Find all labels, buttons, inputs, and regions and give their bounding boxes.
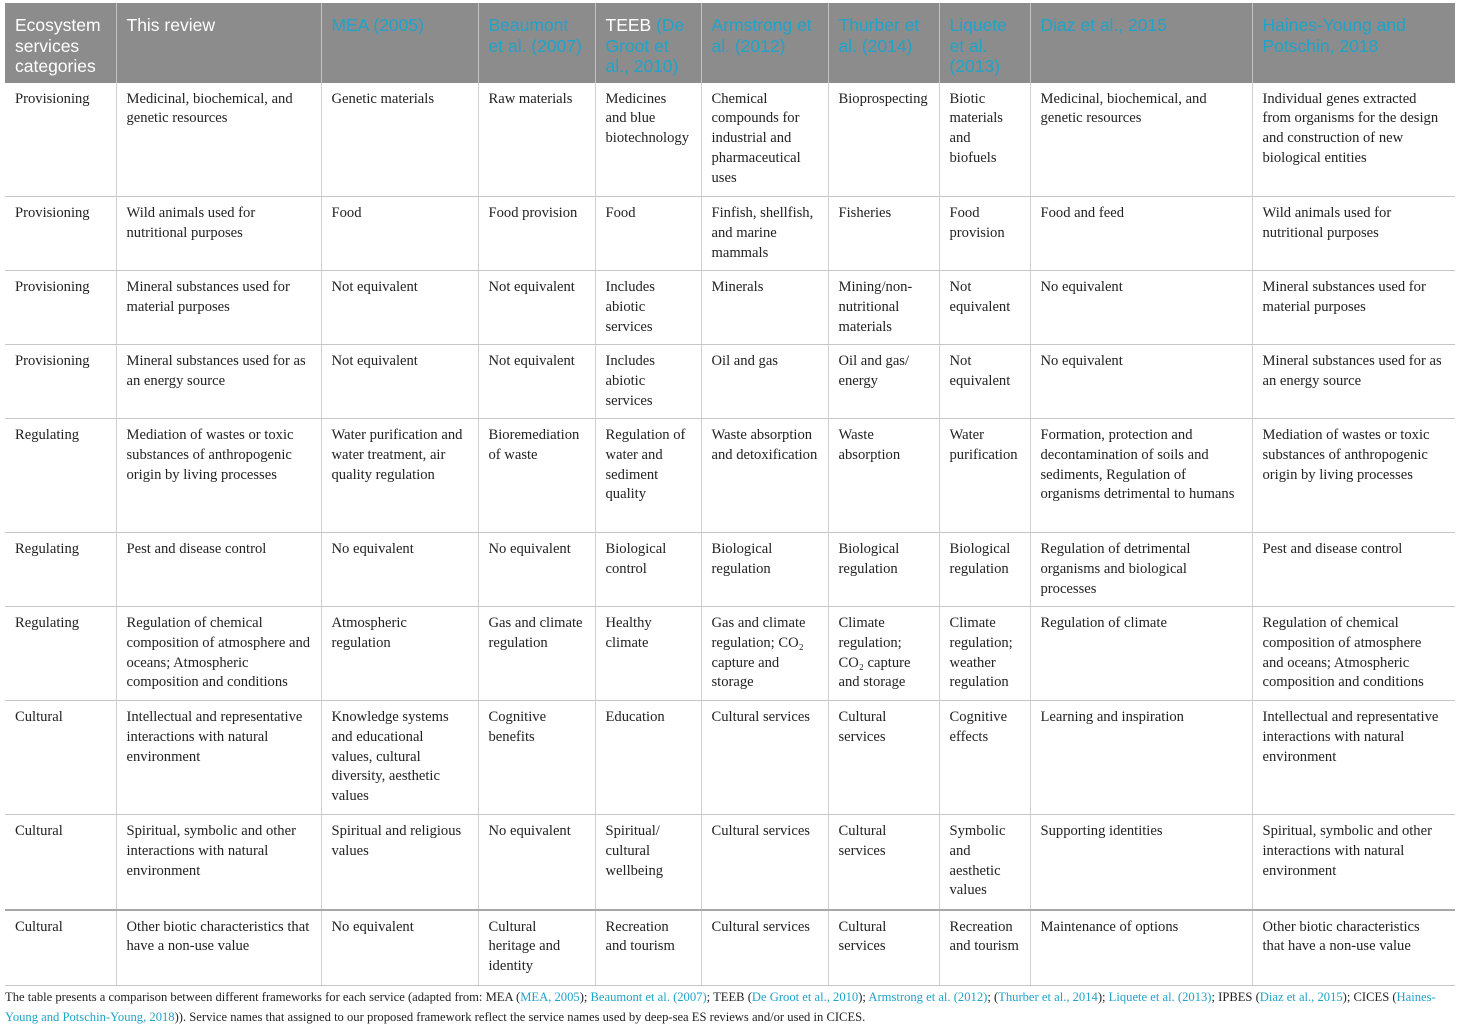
cell-beaumont: Raw materials <box>478 83 595 197</box>
cell-mea: Atmospheric regulation <box>321 607 478 701</box>
haines-young-reference-link[interactable]: Haines-Young and Potschin, 2018 <box>1262 15 1406 56</box>
footnote-ref-link[interactable]: Diaz et al., 2015 <box>1259 990 1343 1004</box>
header-beaumont <box>478 3 595 83</box>
cell-teeb: Food <box>595 197 701 271</box>
cell-teeb: Recreation and tourism <box>595 910 701 986</box>
cell-beaumont: Food provision <box>478 197 595 271</box>
header-armstrong <box>701 3 828 83</box>
table-row <box>5 271 1455 345</box>
cell-mea: Knowledge systems and educational values, cultural diversity, aesthetic values <box>321 701 478 815</box>
header-mea <box>321 3 478 83</box>
cell-haines-young: Pest and disease control <box>1252 533 1455 607</box>
cell-diaz: Supporting identities <box>1030 815 1252 910</box>
cell-beaumont: Not equivalent <box>478 271 595 345</box>
header-diaz <box>1030 3 1252 83</box>
cell-category: Cultural <box>5 910 116 986</box>
thurber-reference-link[interactable]: Thurber et al. (2014) <box>838 15 920 56</box>
diaz-reference-link[interactable]: Diaz et al., 2015 <box>1040 15 1167 35</box>
cell-mea: Spiritual and religious values <box>321 815 478 910</box>
cell-this-review: Medicinal, biochemical, and genetic resources <box>116 83 321 197</box>
table-row <box>5 197 1455 271</box>
cell-diaz: Food and feed <box>1030 197 1252 271</box>
cell-beaumont: Cultural heritage and identity <box>478 910 595 986</box>
cell-category: Provisioning <box>5 271 116 345</box>
cell-teeb: Medicines and blue biotechnology <box>595 83 701 197</box>
cell-this-review: Spiritual, symbolic and other interactions with natural environment <box>116 815 321 910</box>
cell-mea: No equivalent <box>321 533 478 607</box>
cell-teeb: Includes abiotic services <box>595 345 701 419</box>
cell-this-review: Mineral substances used for as an energy source <box>116 345 321 419</box>
cell-beaumont: Gas and climate regulation <box>478 607 595 701</box>
cell-armstrong: Cultural services <box>701 815 828 910</box>
header-row <box>5 3 1455 83</box>
footnote-ref-link[interactable]: Liquete et al. (2013) <box>1108 990 1212 1004</box>
cell-liquete: Biological regulation <box>939 533 1030 607</box>
cell-this-review: Intellectual and representative interactions with natural environment <box>116 701 321 815</box>
cell-haines-young: Mineral substances used for as an energy source <box>1252 345 1455 419</box>
cell-beaumont: No equivalent <box>478 815 595 910</box>
footnote-ref-link[interactable]: Beaumont et al. (2007) <box>590 990 707 1004</box>
cell-this-review: Regulation of chemical composition of atmosphere and oceans; Atmospheric composition and conditions <box>116 607 321 701</box>
header-thurber <box>828 3 939 83</box>
cell-category: Provisioning <box>5 197 116 271</box>
table-row <box>5 701 1455 815</box>
cell-diaz: No equivalent <box>1030 345 1252 419</box>
cell-this-review: Pest and disease control <box>116 533 321 607</box>
header-liquete <box>939 3 1030 83</box>
footnote-ref-link[interactable]: MEA, 2005 <box>520 990 580 1004</box>
ecosystem-services-table <box>5 3 1455 986</box>
cell-liquete: Biotic materials and biofuels <box>939 83 1030 197</box>
cell-category: Regulating <box>5 607 116 701</box>
cell-liquete: Climate regulation; weather regulation <box>939 607 1030 701</box>
cell-liquete: Recreation and tourism <box>939 910 1030 986</box>
cell-this-review: Wild animals used for nutritional purposes <box>116 197 321 271</box>
header-categories: Ecosystem services categories <box>5 3 116 83</box>
table-footnote: The table presents a comparison between different frameworks for each service (adapted from: MEA (MEA, 2005); Beaumont et al. (2007); TEEB (De Groot et al., 2010); Armstrong et al. (2012); (Thurber et al., 2014); Liquete et al. (2013); IPBES (Diaz et al., 2015); CICES (Haines-Young and Potschin-Young, 2018)). Service names that assigned to our proposed framework reflect the service names used by deep-sea ES reviews and/or used in CICES. <box>5 990 1436 1024</box>
footnote-ref-link[interactable]: Haines-Young and Potschin-Young, 2018 <box>5 990 1436 1024</box>
cell-armstrong: Biological regulation <box>701 533 828 607</box>
cell-liquete: Not equivalent <box>939 345 1030 419</box>
cell-diaz: No equivalent <box>1030 271 1252 345</box>
cell-mea: Water purification and water treatment, air quality regulation <box>321 419 478 533</box>
cell-thurber: Mining/non-nutritional materials <box>828 271 939 345</box>
cell-mea: Genetic materials <box>321 83 478 197</box>
cell-teeb: Education <box>595 701 701 815</box>
beaumont-reference-link[interactable]: Beaumont et al. (2007) <box>488 15 582 56</box>
cell-mea: Not equivalent <box>321 271 478 345</box>
cell-thurber: Fisheries <box>828 197 939 271</box>
cell-thurber: Waste absorption <box>828 419 939 533</box>
cell-mea: Food <box>321 197 478 271</box>
cell-armstrong: Minerals <box>701 271 828 345</box>
cell-category: Cultural <box>5 815 116 910</box>
armstrong-reference-link[interactable]: Armstrong et al. (2012) <box>711 15 812 56</box>
table-row <box>5 533 1455 607</box>
footnote-ref-link[interactable]: Armstrong et al. (2012) <box>868 990 988 1004</box>
mea-reference-link[interactable]: MEA (2005) <box>331 15 424 35</box>
cell-category: Cultural <box>5 701 116 815</box>
footnote-ref-link[interactable]: Thurber et al., 2014 <box>998 990 1098 1004</box>
cell-diaz: Learning and inspiration <box>1030 701 1252 815</box>
cell-thurber: Cultural services <box>828 815 939 910</box>
cell-liquete: Not equivalent <box>939 271 1030 345</box>
cell-thurber: Cultural services <box>828 910 939 986</box>
table-row <box>5 83 1455 197</box>
footnote-ref-link[interactable]: De Groot et al., 2010 <box>751 990 859 1004</box>
cell-haines-young: Intellectual and representative interactions with natural environment <box>1252 701 1455 815</box>
cell-thurber: Climate regulation; CO₂ capture and storage <box>828 607 939 701</box>
cell-armstrong: Cultural services <box>701 701 828 815</box>
cell-category: Regulating <box>5 419 116 533</box>
cell-armstrong: Cultural services <box>701 910 828 986</box>
cell-haines-young: Mediation of wastes or toxic substances of anthropogenic origin by living processes <box>1252 419 1455 533</box>
cell-mea: No equivalent <box>321 910 478 986</box>
cell-beaumont: No equivalent <box>478 533 595 607</box>
cell-armstrong: Gas and climate regulation; CO₂ capture and storage <box>701 607 828 701</box>
header-teeb: TEEB (De Groot et al., 2010) <box>595 3 701 83</box>
cell-armstrong: Oil and gas <box>701 345 828 419</box>
cell-diaz: Medicinal, biochemical, and genetic resources <box>1030 83 1252 197</box>
cell-beaumont: Cognitive benefits <box>478 701 595 815</box>
cell-teeb: Spiritual/ cultural wellbeing <box>595 815 701 910</box>
de-groot-reference-link[interactable]: (De Groot et al., 2010) <box>605 15 685 76</box>
cell-haines-young: Regulation of chemical composition of atmosphere and oceans; Atmospheric composition and conditions <box>1252 607 1455 701</box>
cell-liquete: Cognitive effects <box>939 701 1030 815</box>
cell-liquete: Water purification <box>939 419 1030 533</box>
cell-teeb: Regulation of water and sediment quality <box>595 419 701 533</box>
cell-diaz: Formation, protection and decontamination of soils and sediments, Regulation of organisms detrimental to humans <box>1030 419 1252 533</box>
cell-beaumont: Bioremediation of waste <box>478 419 595 533</box>
cell-mea: Not equivalent <box>321 345 478 419</box>
cell-teeb: Includes abiotic services <box>595 271 701 345</box>
cell-this-review: Mediation of wastes or toxic substances of anthropogenic origin by living processes <box>116 419 321 533</box>
cell-diaz: Regulation of detrimental organisms and biological processes <box>1030 533 1252 607</box>
comparison-table-container <box>5 3 1455 986</box>
table-row <box>5 910 1455 986</box>
cell-haines-young: Spiritual, symbolic and other interactions with natural environment <box>1252 815 1455 910</box>
cell-haines-young: Wild animals used for nutritional purposes <box>1252 197 1455 271</box>
cell-liquete: Symbolic and aesthetic values <box>939 815 1030 910</box>
cell-teeb: Healthy climate <box>595 607 701 701</box>
cell-thurber: Bioprospecting <box>828 83 939 197</box>
cell-category: Provisioning <box>5 83 116 197</box>
cell-haines-young: Mineral substances used for material purposes <box>1252 271 1455 345</box>
table-row <box>5 419 1455 533</box>
cell-armstrong: Waste absorption and detoxification <box>701 419 828 533</box>
cell-liquete: Food provision <box>939 197 1030 271</box>
cell-category: Provisioning <box>5 345 116 419</box>
cell-this-review: Mineral substances used for material purposes <box>116 271 321 345</box>
header-haines-young <box>1252 3 1455 83</box>
liquete-reference-link[interactable]: Liquete et al. (2013) <box>949 15 1007 76</box>
cell-thurber: Oil and gas/ energy <box>828 345 939 419</box>
cell-this-review: Other biotic characteristics that have a non-use value <box>116 910 321 986</box>
cell-haines-young: Individual genes extracted from organisms for the design and construction of new biological entities <box>1252 83 1455 197</box>
cell-beaumont: Not equivalent <box>478 345 595 419</box>
cell-armstrong: Finfish, shellfish, and marine mammals <box>701 197 828 271</box>
cell-teeb: Biological control <box>595 533 701 607</box>
cell-thurber: Cultural services <box>828 701 939 815</box>
table-row <box>5 815 1455 910</box>
table-body <box>5 83 1455 986</box>
table-row <box>5 607 1455 701</box>
header-this-review: This review <box>116 3 321 83</box>
table-row <box>5 345 1455 419</box>
cell-armstrong: Chemical compounds for industrial and pharmaceutical uses <box>701 83 828 197</box>
cell-haines-young: Other biotic characteristics that have a non-use value <box>1252 910 1455 986</box>
cell-thurber: Biological regulation <box>828 533 939 607</box>
cell-diaz: Maintenance of options <box>1030 910 1252 986</box>
cell-category: Regulating <box>5 533 116 607</box>
cell-diaz: Regulation of climate <box>1030 607 1252 701</box>
